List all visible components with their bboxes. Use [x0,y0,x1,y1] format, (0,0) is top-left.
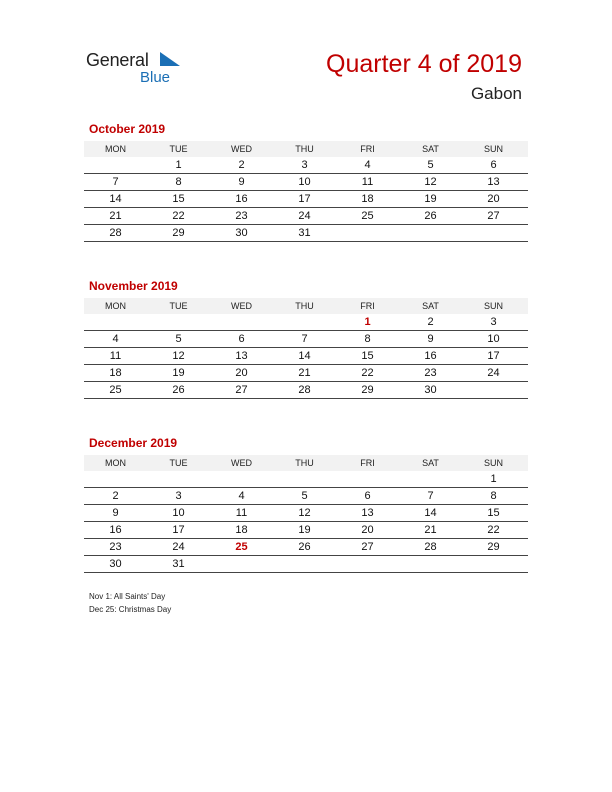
day-cell: 19 [298,524,311,536]
day-cell: 25 [235,541,248,553]
day-cell: 22 [361,367,374,379]
day-cell: 30 [109,558,122,570]
day-cell: 8 [364,333,371,345]
day-cell: 28 [424,541,437,553]
day-cell: 29 [487,541,500,553]
day-cell: 21 [109,210,122,222]
calendar-october [84,121,528,242]
day-cell: 14 [298,350,311,362]
day-cell: 19 [424,193,437,205]
weekday-header [84,141,528,157]
day-cell: 12 [298,507,311,519]
day-cell: 2 [112,490,119,502]
day-cell: 26 [172,384,185,396]
weekday-header [84,455,528,471]
week-row [84,556,528,573]
month-title: October 2019 [89,122,166,136]
holiday-note: Nov 1: All Saints' Day [89,592,166,601]
week-row [84,539,528,556]
weekday-label: TUE [169,301,188,311]
week-row [84,471,528,488]
weekday-label: SAT [422,458,439,468]
day-cell: 14 [109,193,122,205]
day-cell: 22 [487,524,500,536]
weekday-label: MON [105,301,126,311]
day-cell: 23 [424,367,437,379]
day-cell: 7 [301,333,308,345]
generalblue-logo [86,50,196,90]
weekday-label: THU [295,144,314,154]
day-cell: 9 [112,507,119,519]
day-cell: 11 [235,507,248,519]
day-cell: 10 [298,176,311,188]
day-cell: 3 [490,316,497,328]
day-cell: 13 [487,176,500,188]
day-cell: 19 [172,367,185,379]
calendar-december [84,435,528,573]
calendar-november [84,278,528,399]
day-cell: 23 [235,210,248,222]
week-row [84,365,528,382]
day-cell: 11 [361,176,374,188]
day-cell: 16 [424,350,437,362]
day-cell: 17 [487,350,500,362]
week-row [84,522,528,539]
day-cell: 5 [175,333,182,345]
week-row [84,505,528,522]
month-title: November 2019 [89,279,178,293]
weekday-label: WED [231,144,252,154]
day-cell: 22 [172,210,185,222]
week-row [84,488,528,505]
day-cell: 27 [235,384,248,396]
month-title: December 2019 [89,436,178,450]
day-cell: 29 [172,227,185,239]
week-row [84,225,528,242]
day-cell: 6 [490,159,497,171]
weekday-label: MON [105,144,126,154]
day-cell: 9 [238,176,245,188]
calendar-grid [84,471,528,573]
day-cell: 12 [172,350,185,362]
day-cell: 21 [298,367,311,379]
day-cell: 24 [172,541,185,553]
day-cell: 4 [238,490,245,502]
day-cell: 9 [427,333,434,345]
logo-blue-text: Blue [140,69,171,86]
day-cell: 17 [172,524,185,536]
week-row [84,382,528,399]
day-cell: 7 [427,490,434,502]
calendar-grid [84,157,528,242]
day-cell: 3 [301,159,308,171]
day-cell: 16 [109,524,122,536]
holiday-note: Dec 25: Christmas Day [89,605,172,614]
day-cell: 20 [487,193,500,205]
week-row [84,208,528,225]
weekday-label: FRI [360,458,375,468]
day-cell: 16 [235,193,248,205]
day-cell: 10 [487,333,500,345]
logo-flag-icon [160,52,182,70]
weekday-label: SUN [483,301,503,311]
day-cell: 25 [109,384,122,396]
week-row [84,174,528,191]
day-cell: 4 [112,333,119,345]
day-cell: 26 [424,210,437,222]
day-cell: 14 [424,507,437,519]
day-cell: 25 [361,210,374,222]
day-cell: 11 [109,350,122,362]
day-cell: 28 [109,227,122,239]
page-title: Quarter 4 of 2019 [326,50,522,78]
day-cell: 15 [487,507,500,519]
day-cell: 15 [172,193,185,205]
day-cell: 21 [424,524,437,536]
day-cell: 27 [487,210,500,222]
weekday-label: WED [231,458,252,468]
day-cell: 5 [427,159,434,171]
weekday-header [84,298,528,314]
day-cell: 20 [235,367,248,379]
weekday-label: SUN [483,144,503,154]
day-cell: 29 [361,384,374,396]
day-cell: 1 [364,316,371,328]
day-cell: 24 [487,367,500,379]
day-cell: 20 [361,524,374,536]
weekday-label: SAT [422,301,439,311]
day-cell: 28 [298,384,311,396]
day-cell: 4 [364,159,371,171]
day-cell: 10 [172,507,185,519]
day-cell: 24 [298,210,311,222]
day-cell: 30 [424,384,437,396]
weekday-label: TUE [169,144,188,154]
holiday-notes [89,590,171,616]
day-cell: 7 [112,176,119,188]
calendar-grid [84,314,528,399]
country-name: Gabon [470,84,522,103]
day-cell: 3 [175,490,182,502]
weekday-label: TUE [169,458,188,468]
day-cell: 8 [175,176,182,188]
day-cell: 6 [364,490,371,502]
day-cell: 18 [109,367,122,379]
day-cell: 13 [235,350,248,362]
week-row [84,331,528,348]
day-cell: 31 [172,558,185,570]
weekday-label: SUN [483,458,503,468]
logo-general-text: General [86,50,149,70]
weekday-label: FRI [360,301,375,311]
day-cell: 13 [361,507,374,519]
day-cell: 31 [298,227,311,239]
week-row [84,157,528,174]
day-cell: 2 [427,316,434,328]
week-row [84,191,528,208]
day-cell: 12 [424,176,437,188]
day-cell: 8 [490,490,497,502]
day-cell: 26 [298,541,311,553]
weekday-label: WED [231,301,252,311]
weekday-label: THU [295,301,314,311]
day-cell: 5 [301,490,308,502]
day-cell: 18 [361,193,374,205]
week-row [84,314,528,331]
day-cell: 23 [109,541,122,553]
day-cell: 15 [361,350,374,362]
weekday-label: FRI [360,144,375,154]
day-cell: 18 [235,524,248,536]
day-cell: 27 [361,541,374,553]
day-cell: 6 [238,333,245,345]
weekday-label: THU [295,458,314,468]
day-cell: 2 [238,159,245,171]
week-row [84,348,528,365]
day-cell: 30 [235,227,248,239]
day-cell: 17 [298,193,311,205]
weekday-label: SAT [422,144,439,154]
day-cell: 1 [175,159,182,171]
day-cell: 1 [490,473,497,485]
weekday-label: MON [105,458,126,468]
